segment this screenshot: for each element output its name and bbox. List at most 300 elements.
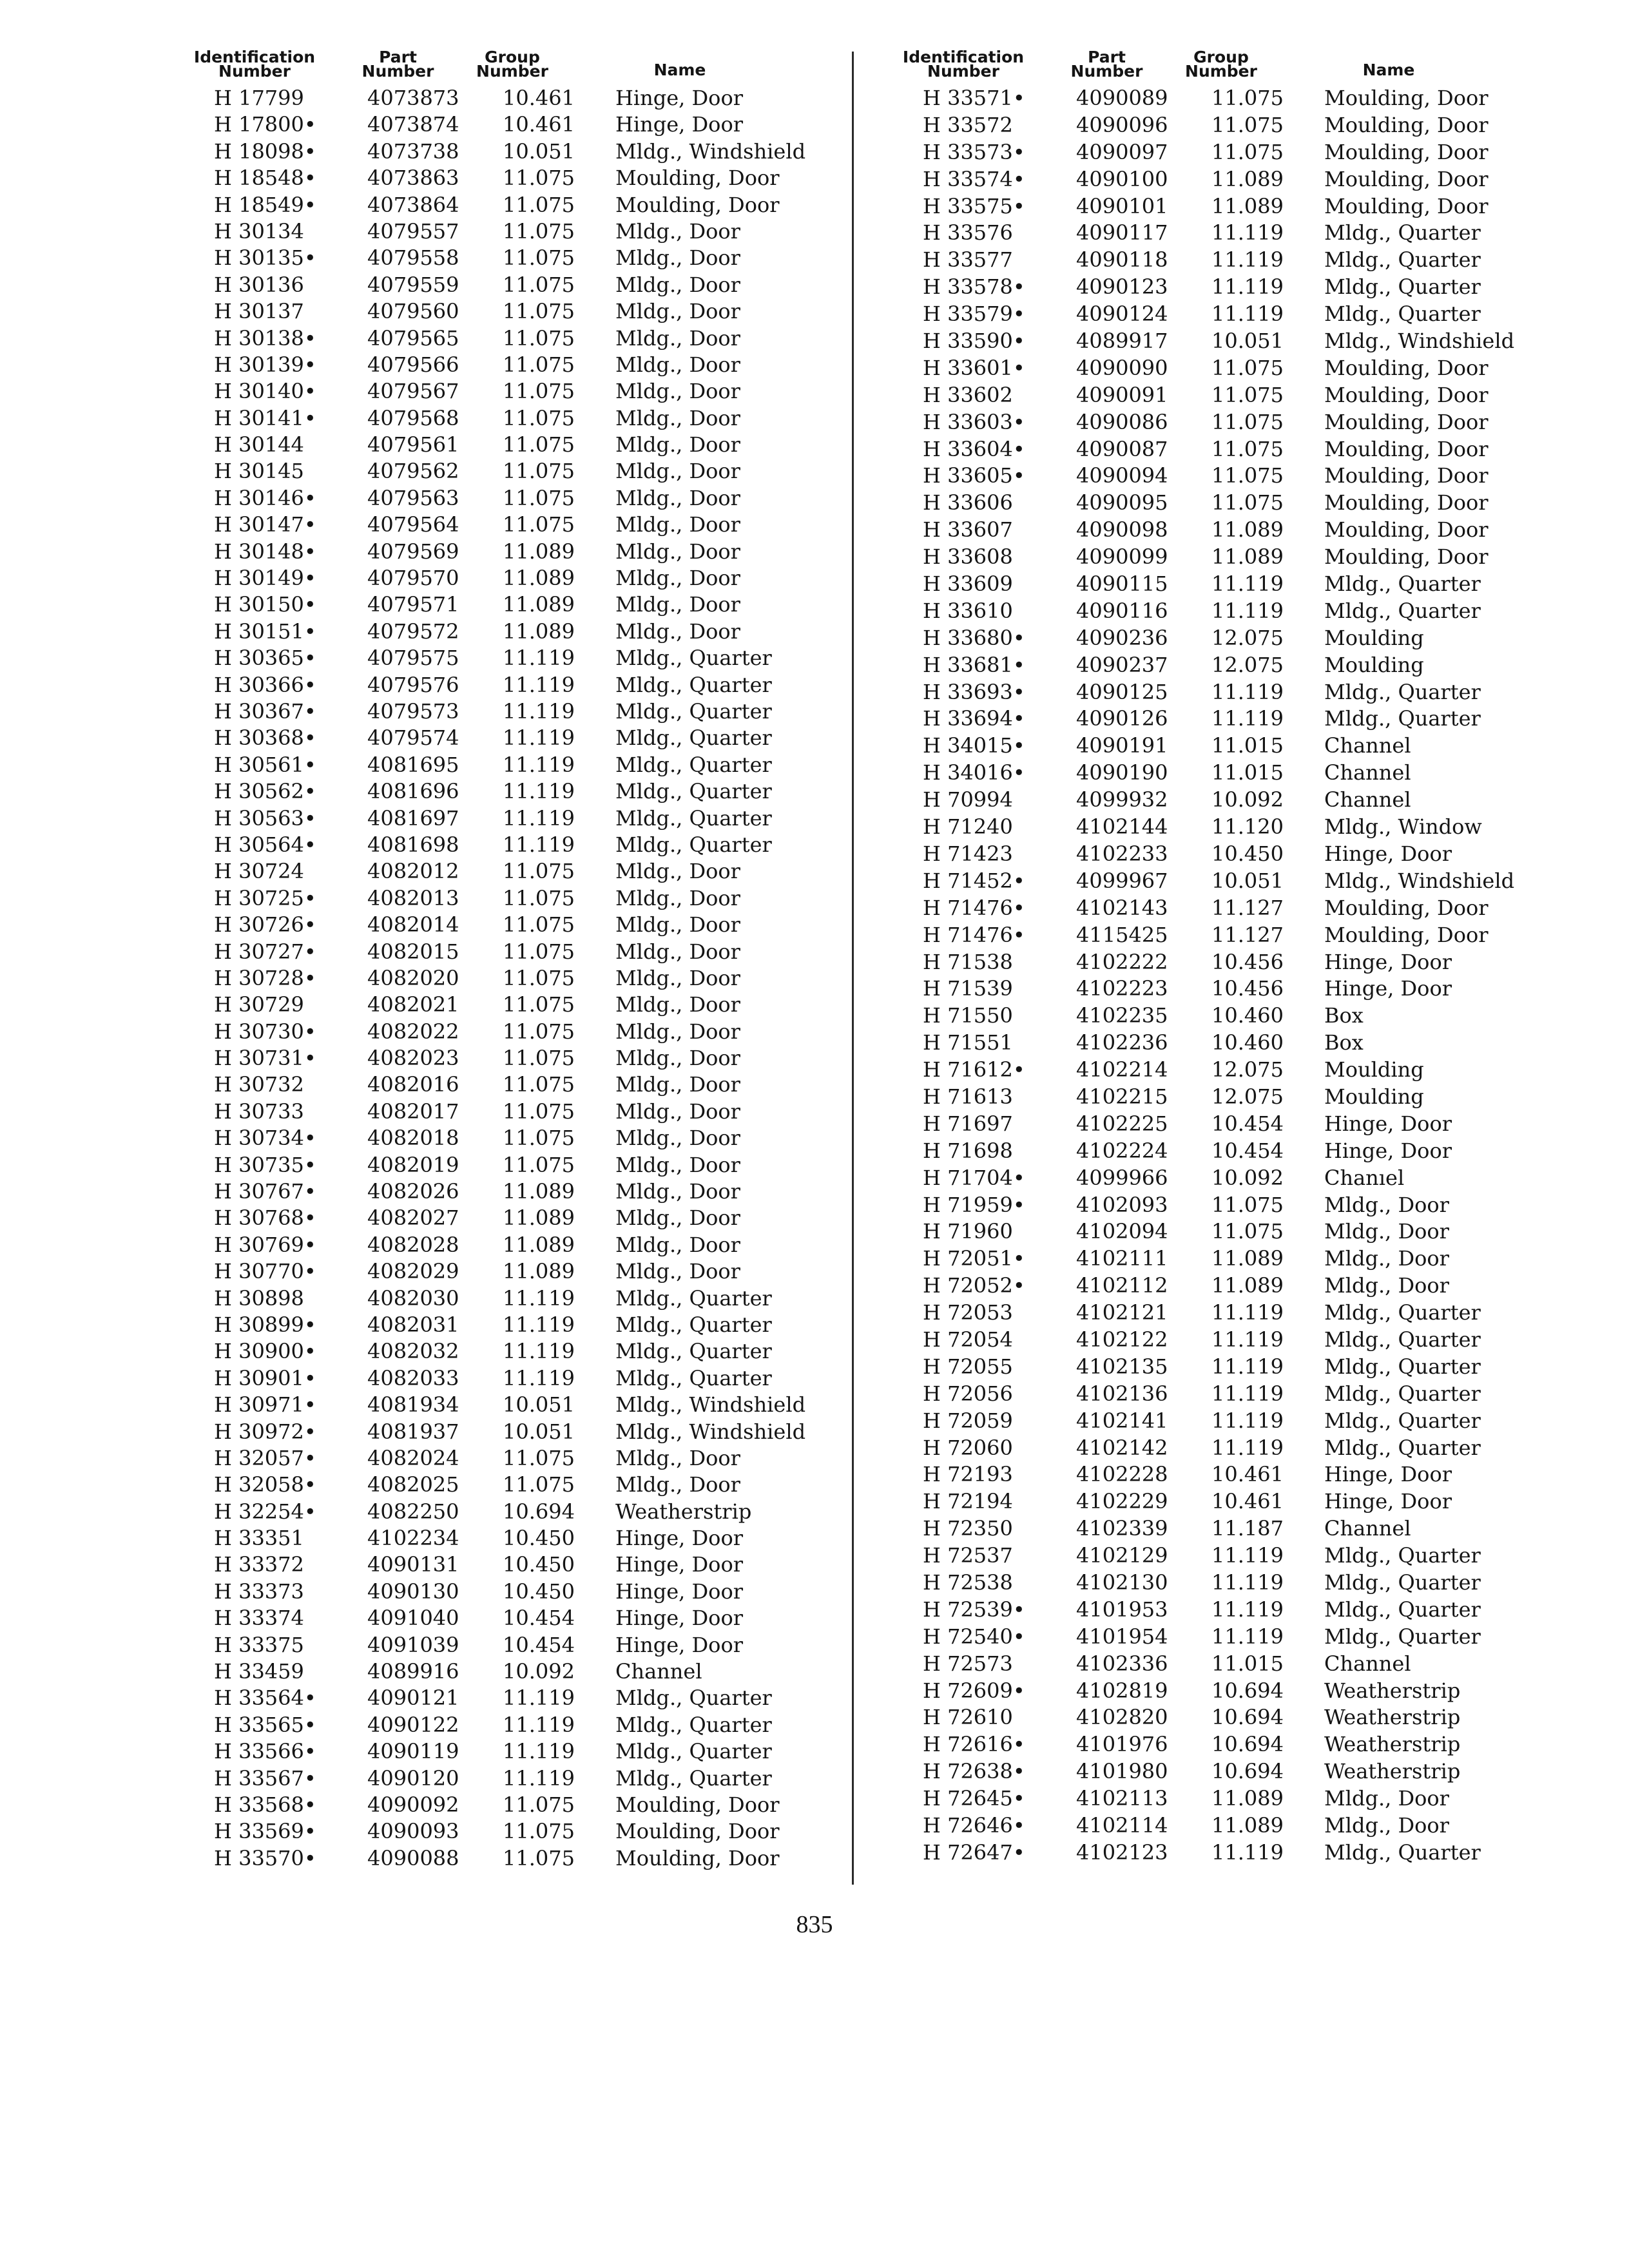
identification-number: H 71423 — [923, 841, 1013, 866]
identification-number: H 71476• — [923, 922, 1025, 947]
identification-number: H 30972• — [214, 1419, 316, 1444]
group-number: 11.075 — [1211, 112, 1284, 137]
group-number: 11.119 — [503, 752, 575, 777]
part-number: 4082016 — [367, 1072, 459, 1097]
part-name: Hinge, Door — [615, 1526, 743, 1551]
table-row — [889, 463, 1547, 490]
part-number: 4102236 — [1076, 1030, 1168, 1055]
identification-number: H 30140• — [214, 379, 316, 404]
part-name: Mldg., Door — [615, 992, 740, 1017]
page-number: 835 — [796, 1911, 833, 1938]
identification-number: H 32057• — [214, 1445, 316, 1470]
table-row — [180, 1365, 838, 1392]
table-row — [889, 598, 1547, 625]
identification-number: H 72645• — [923, 1786, 1025, 1811]
part-number: 4099966 — [1076, 1165, 1168, 1190]
identification-number: H 72573 — [923, 1651, 1013, 1676]
identification-number: H 30732 — [214, 1072, 304, 1097]
part-name: Mldg., Door — [615, 1232, 740, 1257]
part-number: 4102123 — [1076, 1840, 1168, 1865]
table-row — [180, 1312, 838, 1338]
part-number: 4090090 — [1076, 355, 1168, 380]
group-number: 11.119 — [1211, 247, 1284, 273]
group-number: 11.119 — [1211, 1570, 1284, 1595]
part-number: 4102234 — [367, 1526, 459, 1551]
group-number: 11.015 — [1211, 1651, 1284, 1676]
part-name: Moulding, Door — [1324, 517, 1489, 543]
identification-number: H 33351 — [214, 1526, 304, 1551]
identification-number: H 33567• — [214, 1765, 316, 1791]
identification-number: H 72051• — [923, 1246, 1025, 1271]
group-number: 11.119 — [1211, 572, 1284, 597]
table-row — [180, 378, 838, 405]
part-name: Moulding, Door — [1324, 355, 1489, 380]
group-number: 11.089 — [503, 1179, 575, 1204]
table-row — [180, 591, 838, 618]
identification-number: H 30731• — [214, 1046, 316, 1071]
table-row — [889, 247, 1547, 274]
part-number: 4102113 — [1076, 1786, 1168, 1811]
part-name: Hinge, Door — [1324, 1462, 1452, 1487]
part-number: 4082250 — [367, 1499, 459, 1524]
part-number: 4102233 — [1076, 841, 1168, 866]
table-row — [180, 1099, 838, 1125]
part-number: 4102820 — [1076, 1705, 1168, 1730]
table-row — [180, 192, 838, 218]
part-number: 4079576 — [367, 672, 459, 697]
identification-number: H 33601• — [923, 355, 1025, 380]
identification-number: H 33459 — [214, 1659, 304, 1684]
part-name: Mldg., Door — [615, 325, 740, 351]
part-name: Mldg., Quarter — [1324, 572, 1481, 597]
identification-number: H 33577 — [923, 247, 1013, 273]
group-number: 11.075 — [503, 1152, 575, 1177]
group-number: 10.051 — [503, 139, 575, 164]
group-number: 11.119 — [1211, 679, 1284, 704]
identification-number: H 71960 — [923, 1219, 1013, 1244]
table-row — [180, 1152, 838, 1178]
table-row — [180, 805, 838, 832]
part-number: 4102228 — [1076, 1462, 1168, 1487]
group-number: 12.075 — [1211, 1084, 1284, 1109]
group-number: 10.092 — [1211, 1165, 1284, 1190]
part-name: Mldg., Quarter — [615, 1339, 772, 1364]
group-number: 10.694 — [503, 1499, 575, 1524]
part-number: 4102144 — [1076, 814, 1168, 840]
identification-number: H 30136 — [214, 272, 304, 297]
identification-number: H 30734• — [214, 1126, 316, 1151]
part-name: Moulding, Door — [615, 166, 780, 191]
part-name: Channel — [1324, 787, 1411, 812]
part-name: Box — [1324, 1030, 1364, 1055]
part-number: 4082024 — [367, 1445, 459, 1470]
group-number: 11.119 — [503, 698, 575, 724]
header-name: Name — [1362, 61, 1415, 79]
part-number: 4073863 — [367, 166, 459, 191]
group-number: 11.119 — [503, 1285, 575, 1311]
table-row — [889, 490, 1547, 517]
identification-number: H 72609• — [923, 1678, 1025, 1703]
part-name: Mldg., Door — [1324, 1813, 1449, 1838]
part-number: 4102121 — [1076, 1300, 1168, 1325]
part-number: 4102819 — [1076, 1678, 1168, 1703]
table-row — [180, 619, 838, 645]
group-number: 11.075 — [503, 1445, 575, 1470]
part-number: 4090191 — [1076, 733, 1168, 758]
part-name: Hinge, Door — [615, 1579, 743, 1604]
identification-number: H 32254• — [214, 1499, 316, 1524]
part-name: Mldg., Quarter — [1324, 302, 1481, 327]
part-number: 4101953 — [1076, 1597, 1168, 1622]
group-number: 10.051 — [1211, 868, 1284, 893]
identification-number: H 71697 — [923, 1111, 1013, 1136]
part-name: Mldg., Door — [1324, 1786, 1449, 1811]
part-name: Mldg., Door — [615, 512, 740, 537]
group-number: 11.119 — [503, 1739, 575, 1764]
part-name: Mldg., Door — [615, 245, 740, 271]
table-row — [180, 1178, 838, 1205]
part-number: 4102135 — [1076, 1354, 1168, 1379]
part-name: Mldg., Quarter — [615, 752, 772, 777]
part-name: Mldg., Quarter — [1324, 1354, 1481, 1379]
part-number: 4082029 — [367, 1259, 459, 1284]
table-row — [180, 1738, 838, 1765]
group-number: 11.089 — [503, 539, 575, 564]
identification-number: H 72638• — [923, 1759, 1025, 1784]
group-number: 11.075 — [503, 245, 575, 271]
table-row — [180, 778, 838, 805]
table-row — [889, 1651, 1547, 1678]
table-row — [889, 409, 1547, 436]
part-name: Mldg., Quarter — [1324, 1597, 1481, 1622]
table-row — [889, 220, 1547, 247]
part-name: Mldg., Door — [615, 885, 740, 910]
group-number: 11.089 — [503, 1232, 575, 1257]
table-row — [889, 652, 1547, 679]
part-number: 4082028 — [367, 1232, 459, 1257]
table-row — [889, 1461, 1547, 1488]
group-number: 10.461 — [1211, 1462, 1284, 1487]
part-number: 4102339 — [1076, 1516, 1168, 1541]
part-name: Mldg., Door — [615, 912, 740, 937]
group-number: 11.119 — [1211, 1624, 1284, 1649]
group-number: 11.119 — [503, 805, 575, 831]
part-name: Mldg., Quarter — [1324, 1543, 1481, 1568]
table-row — [180, 1019, 838, 1045]
identification-number: H 33680• — [923, 625, 1025, 650]
part-number: 4090092 — [367, 1792, 459, 1817]
part-number: 4090094 — [1076, 463, 1168, 488]
part-name: Mldg., Door — [1324, 1192, 1449, 1217]
identification-number: H 30146• — [214, 485, 316, 510]
identification-number: H 30141• — [214, 405, 316, 430]
table-row — [889, 1057, 1547, 1084]
group-number: 11.119 — [1211, 1408, 1284, 1433]
part-name: Mldg., Quarter — [1324, 1408, 1481, 1433]
part-number: 4102336 — [1076, 1651, 1168, 1676]
identification-number: H 33578• — [923, 274, 1025, 300]
table-row — [180, 939, 838, 965]
identification-number: H 33565• — [214, 1712, 316, 1737]
part-name: Hinge, Door — [1324, 1138, 1452, 1163]
group-number: 11.119 — [503, 832, 575, 857]
part-number: 4102225 — [1076, 1111, 1168, 1136]
group-number: 11.075 — [503, 1792, 575, 1817]
group-number: 11.089 — [1211, 1786, 1284, 1811]
identification-number: H 72194 — [923, 1489, 1013, 1514]
identification-number: H 33576 — [923, 220, 1013, 245]
table-row — [889, 571, 1547, 598]
table-row — [889, 382, 1547, 409]
part-name: Channel — [1324, 1651, 1411, 1676]
group-number: 11.075 — [1211, 409, 1284, 434]
group-number: 11.089 — [1211, 166, 1284, 191]
identification-number: H 33372 — [214, 1552, 304, 1577]
part-number: 4090123 — [1076, 274, 1168, 300]
identification-number: H 71550 — [923, 1003, 1013, 1028]
group-number: 10.450 — [1211, 841, 1284, 866]
table-row — [889, 1488, 1547, 1515]
group-number: 11.119 — [503, 1339, 575, 1364]
part-name: Mldg., Quarter — [1324, 706, 1481, 731]
group-number: 11.119 — [503, 1365, 575, 1390]
part-number: 4082014 — [367, 912, 459, 937]
part-number: 4090088 — [367, 1845, 459, 1870]
table-row — [889, 139, 1547, 166]
part-name: Mldg., Quarter — [615, 1712, 772, 1737]
identification-number: H 30367• — [214, 698, 316, 724]
part-number: 4079570 — [367, 566, 459, 591]
group-number: 11.075 — [503, 992, 575, 1017]
group-number: 10.450 — [503, 1526, 575, 1551]
part-name: Mldg., Quarter — [1324, 1300, 1481, 1325]
identification-number: H 30768• — [214, 1206, 316, 1231]
group-number: 11.075 — [1211, 436, 1284, 461]
table-row — [180, 1525, 838, 1552]
table-row — [180, 1632, 838, 1658]
table-row — [889, 814, 1547, 841]
identification-number: H 32058• — [214, 1472, 316, 1497]
group-number: 11.119 — [503, 1712, 575, 1737]
table-row — [180, 752, 838, 778]
table-row — [180, 1419, 838, 1445]
part-name: Mldg., Quarter — [1324, 1840, 1481, 1865]
identification-number: H 30767• — [214, 1179, 316, 1204]
identification-number: H 33573• — [923, 139, 1025, 164]
part-number: 4081695 — [367, 752, 459, 777]
table-row — [889, 328, 1547, 355]
identification-number: H 30148• — [214, 539, 316, 564]
group-number: 11.075 — [503, 379, 575, 404]
group-number: 10.456 — [1211, 976, 1284, 1001]
table-row — [180, 1712, 838, 1738]
left-parts-list — [180, 85, 838, 1872]
group-number: 10.454 — [1211, 1111, 1284, 1136]
group-number: 11.089 — [503, 566, 575, 591]
identification-number: H 72538 — [923, 1570, 1013, 1595]
part-number: 4102122 — [1076, 1327, 1168, 1352]
group-number: 11.075 — [503, 192, 575, 217]
table-row — [889, 787, 1547, 814]
table-row — [180, 272, 838, 298]
identification-number: H 71612• — [923, 1057, 1025, 1082]
part-name: Mldg., Windshield — [1324, 329, 1515, 354]
part-number: 4090122 — [367, 1712, 459, 1737]
part-number: 4082031 — [367, 1312, 459, 1337]
table-row — [889, 1785, 1547, 1812]
part-number: 4079571 — [367, 592, 459, 617]
table-row — [180, 1845, 838, 1872]
identification-number: H 30144 — [214, 432, 304, 457]
group-number: 11.119 — [1211, 1543, 1284, 1568]
group-number: 11.075 — [503, 939, 575, 964]
part-number: 4115425 — [1076, 922, 1168, 947]
table-row — [180, 885, 838, 912]
table-row — [180, 1258, 838, 1285]
table-row — [889, 517, 1547, 544]
table-row — [889, 1408, 1547, 1435]
part-name: Hinge, Door — [615, 112, 743, 137]
part-number: 4082022 — [367, 1019, 459, 1044]
part-number: 4090119 — [367, 1739, 459, 1764]
table-row — [889, 1084, 1547, 1111]
part-number: 4102222 — [1076, 949, 1168, 974]
table-row — [180, 458, 838, 485]
group-number: 10.092 — [503, 1659, 575, 1684]
group-number: 11.075 — [1211, 139, 1284, 164]
table-row — [180, 1072, 838, 1098]
part-number: 4090086 — [1076, 409, 1168, 434]
group-number: 10.461 — [1211, 1489, 1284, 1514]
table-row — [180, 485, 838, 512]
part-name: Mldg., Door — [615, 1126, 740, 1151]
part-number: 4082013 — [367, 885, 459, 910]
part-name: Moulding, Door — [1324, 895, 1489, 920]
part-number: 4090115 — [1076, 572, 1168, 597]
part-name: Moulding, Door — [615, 1819, 780, 1844]
group-number: 11.075 — [1211, 1219, 1284, 1244]
identification-number: H 33605• — [923, 463, 1025, 488]
table-row — [180, 1499, 838, 1525]
identification-number: H 30724 — [214, 859, 304, 884]
part-name: Mldg., Quarter — [1324, 1435, 1481, 1460]
part-number: 4090125 — [1076, 679, 1168, 704]
table-row — [180, 111, 838, 138]
part-name: Hinge, Door — [1324, 841, 1452, 866]
part-number: 4090096 — [1076, 112, 1168, 137]
identification-number: H 71704• — [923, 1165, 1025, 1190]
group-number: 11.075 — [503, 299, 575, 324]
group-number: 11.075 — [503, 432, 575, 457]
group-number: 11.119 — [503, 779, 575, 804]
part-number: 4102215 — [1076, 1084, 1168, 1109]
identification-number: H 72052• — [923, 1273, 1025, 1298]
table-row — [889, 544, 1547, 571]
part-number: 4090097 — [1076, 139, 1168, 164]
table-row — [180, 165, 838, 191]
identification-number: H 30147• — [214, 512, 316, 537]
part-number: 4090091 — [1076, 382, 1168, 407]
part-name: Mldg., Door — [615, 405, 740, 430]
part-name: Hinge, Door — [615, 1632, 743, 1657]
table-row — [889, 868, 1547, 895]
identification-number: H 30727• — [214, 939, 316, 964]
part-name: Box — [1324, 1003, 1364, 1028]
group-number: 11.119 — [503, 726, 575, 751]
part-number: 4082020 — [367, 965, 459, 990]
table-row — [889, 1138, 1547, 1165]
part-number: 4082023 — [367, 1046, 459, 1071]
identification-number: H 33607 — [923, 517, 1013, 543]
part-number: 4073738 — [367, 139, 459, 164]
identification-number: H 72060 — [923, 1435, 1013, 1460]
table-row — [180, 1232, 838, 1258]
part-name: Moulding, Door — [1324, 166, 1489, 191]
header-identification-number: Identification Number — [902, 48, 1025, 81]
table-row — [180, 539, 838, 565]
identification-number: H 30900• — [214, 1339, 316, 1364]
group-number: 10.694 — [1211, 1705, 1284, 1730]
part-number: 4102111 — [1076, 1246, 1168, 1271]
group-number: 11.119 — [503, 1686, 575, 1711]
group-number: 11.075 — [503, 512, 575, 537]
identification-number: H 33575• — [923, 193, 1025, 218]
group-number: 11.075 — [1211, 490, 1284, 515]
part-name: Mldg., Door — [1324, 1273, 1449, 1298]
table-row — [180, 405, 838, 432]
part-name: Mldg., Quarter — [1324, 1570, 1481, 1595]
part-number: 4102141 — [1076, 1408, 1168, 1433]
table-row — [889, 1218, 1547, 1245]
table-row — [889, 301, 1547, 328]
table-row — [180, 85, 838, 111]
part-name: Moulding, Door — [615, 192, 780, 217]
part-number: 4079561 — [367, 432, 459, 457]
identification-number: H 72646• — [923, 1813, 1025, 1838]
group-number: 11.120 — [1211, 814, 1284, 840]
part-name: Moulding, Door — [1324, 490, 1489, 515]
part-name: Moulding, Door — [1324, 544, 1489, 570]
part-name: Mldg., Door — [615, 299, 740, 324]
part-name: Mldg., Windshield — [1324, 868, 1515, 893]
identification-number: H 72055 — [923, 1354, 1013, 1379]
group-number: 11.089 — [1211, 544, 1284, 570]
table-row — [889, 1704, 1547, 1731]
identification-number: H 71959• — [923, 1192, 1025, 1217]
table-row — [889, 706, 1547, 733]
identification-number: H 33566• — [214, 1739, 316, 1764]
table-row — [889, 922, 1547, 949]
table-row — [180, 1445, 838, 1472]
identification-number: H 30901• — [214, 1365, 316, 1390]
identification-number: H 30135• — [214, 245, 316, 271]
part-name: Mldg., Door — [615, 1072, 740, 1097]
part-name: Mldg., Door — [615, 379, 740, 404]
identification-number: H 33375 — [214, 1632, 304, 1657]
part-number: 4090237 — [1076, 652, 1168, 677]
table-row — [180, 1658, 838, 1685]
table-row — [180, 1392, 838, 1418]
group-number: 11.089 — [503, 1259, 575, 1284]
group-number: 11.089 — [1211, 193, 1284, 218]
group-number: 11.075 — [503, 1019, 575, 1044]
part-name: Mldg., Door — [615, 1099, 740, 1124]
part-name: Mldg., Door — [615, 1019, 740, 1044]
part-name: Mldg., Quarter — [1324, 1327, 1481, 1352]
identification-number: H 33694• — [923, 706, 1025, 731]
identification-number: H 30770• — [214, 1259, 316, 1284]
part-name: Mldg., Quarter — [615, 672, 772, 697]
